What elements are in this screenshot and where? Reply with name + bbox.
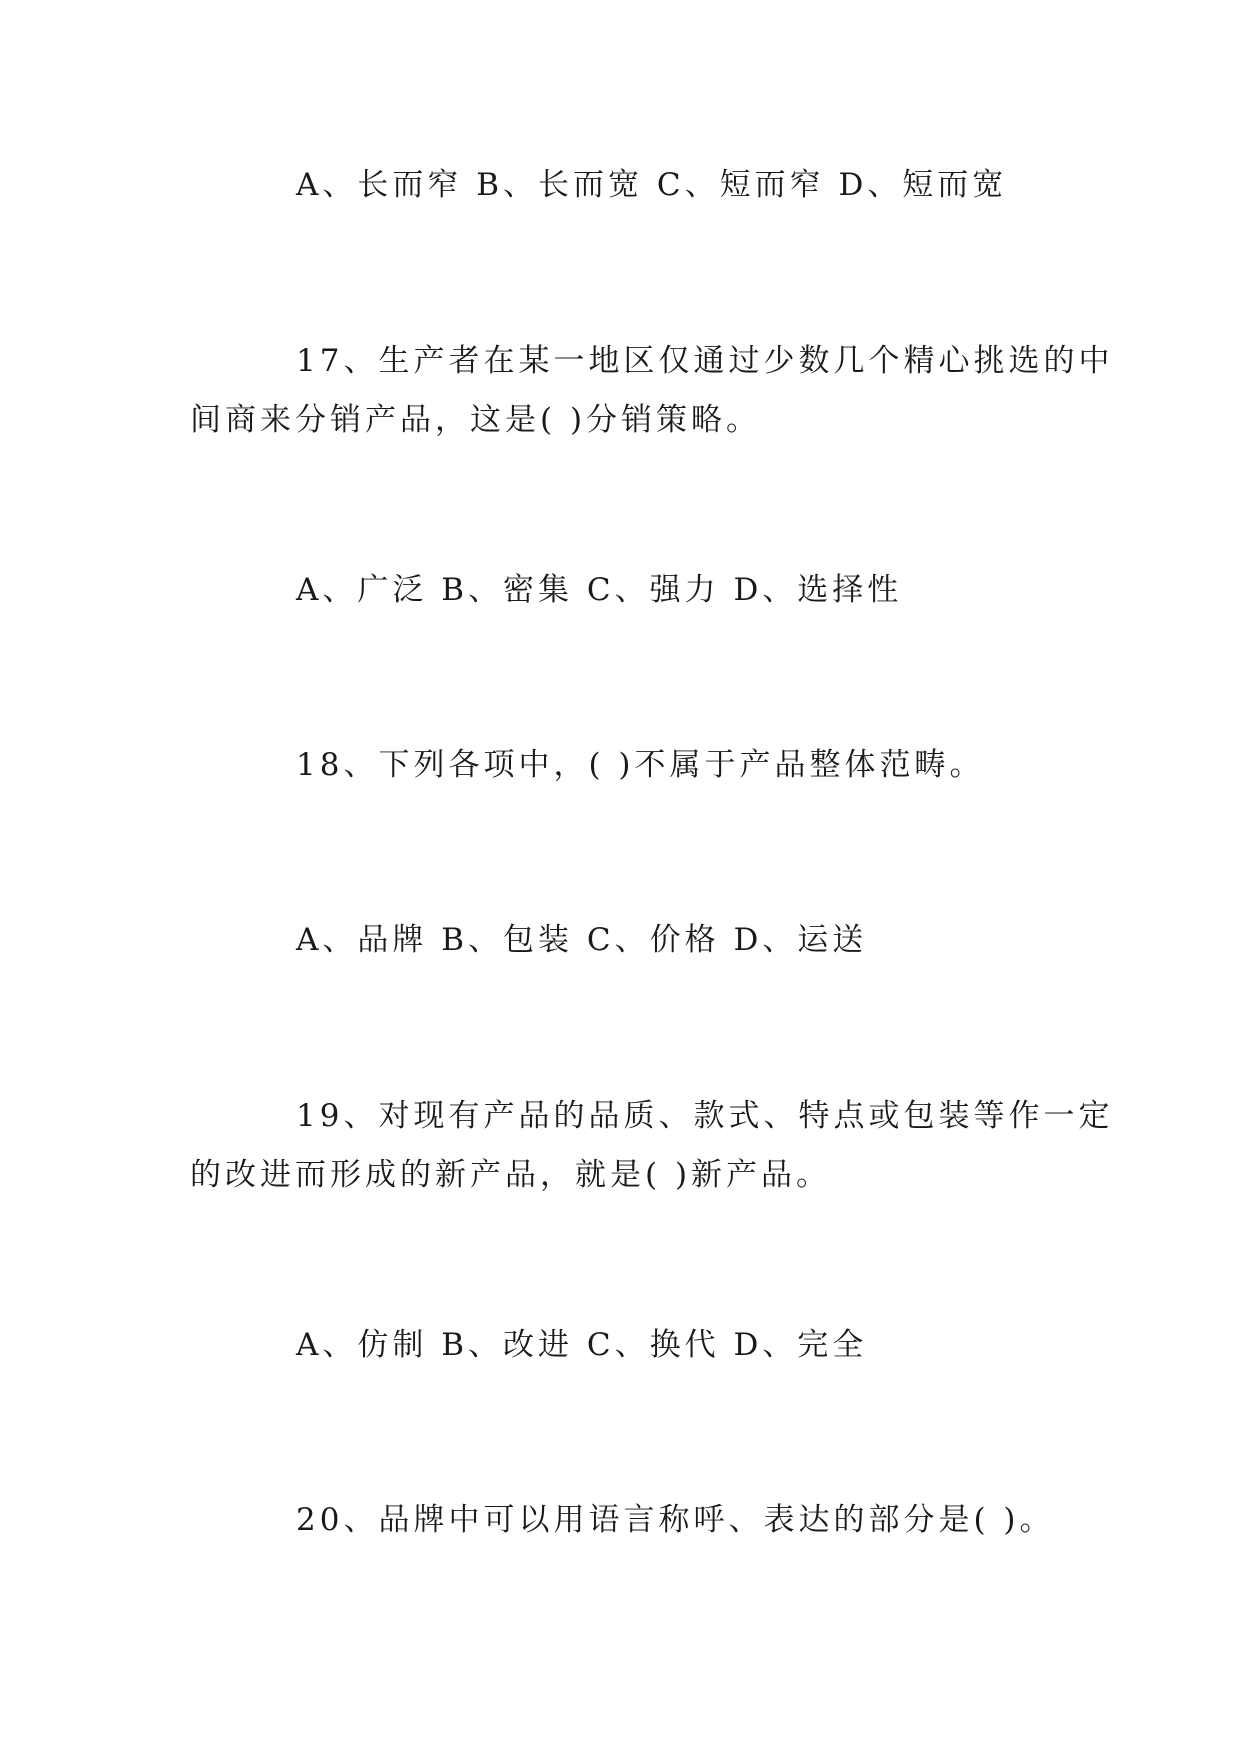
q17-question-line-2: 间商来分销产品，这是( )分销策略。	[190, 402, 762, 438]
q17-options: A、广泛 B、密集 C、强力 D、选择性	[296, 572, 903, 608]
q19-question-line-2: 的改进而形成的新产品，就是( )新产品。	[190, 1157, 832, 1193]
q17-question-line-1: 17、生产者在某一地区仅通过少数几个精心挑选的中	[296, 343, 1114, 379]
q20-question: 20、品牌中可以用语言称呼、表达的部分是( )。	[296, 1502, 1055, 1538]
q16-options: A、长而窄 B、长而宽 C、短而窄 D、短而宽	[296, 167, 1008, 203]
q18-question: 18、下列各项中，( )不属于产品整体范畴。	[296, 747, 985, 783]
q19-question-line-1: 19、对现有产品的品质、款式、特点或包装等作一定	[296, 1098, 1114, 1134]
q18-options: A、品牌 B、包装 C、价格 D、运送	[296, 922, 868, 958]
q19-options: A、仿制 B、改进 C、换代 D、完全	[296, 1327, 868, 1363]
